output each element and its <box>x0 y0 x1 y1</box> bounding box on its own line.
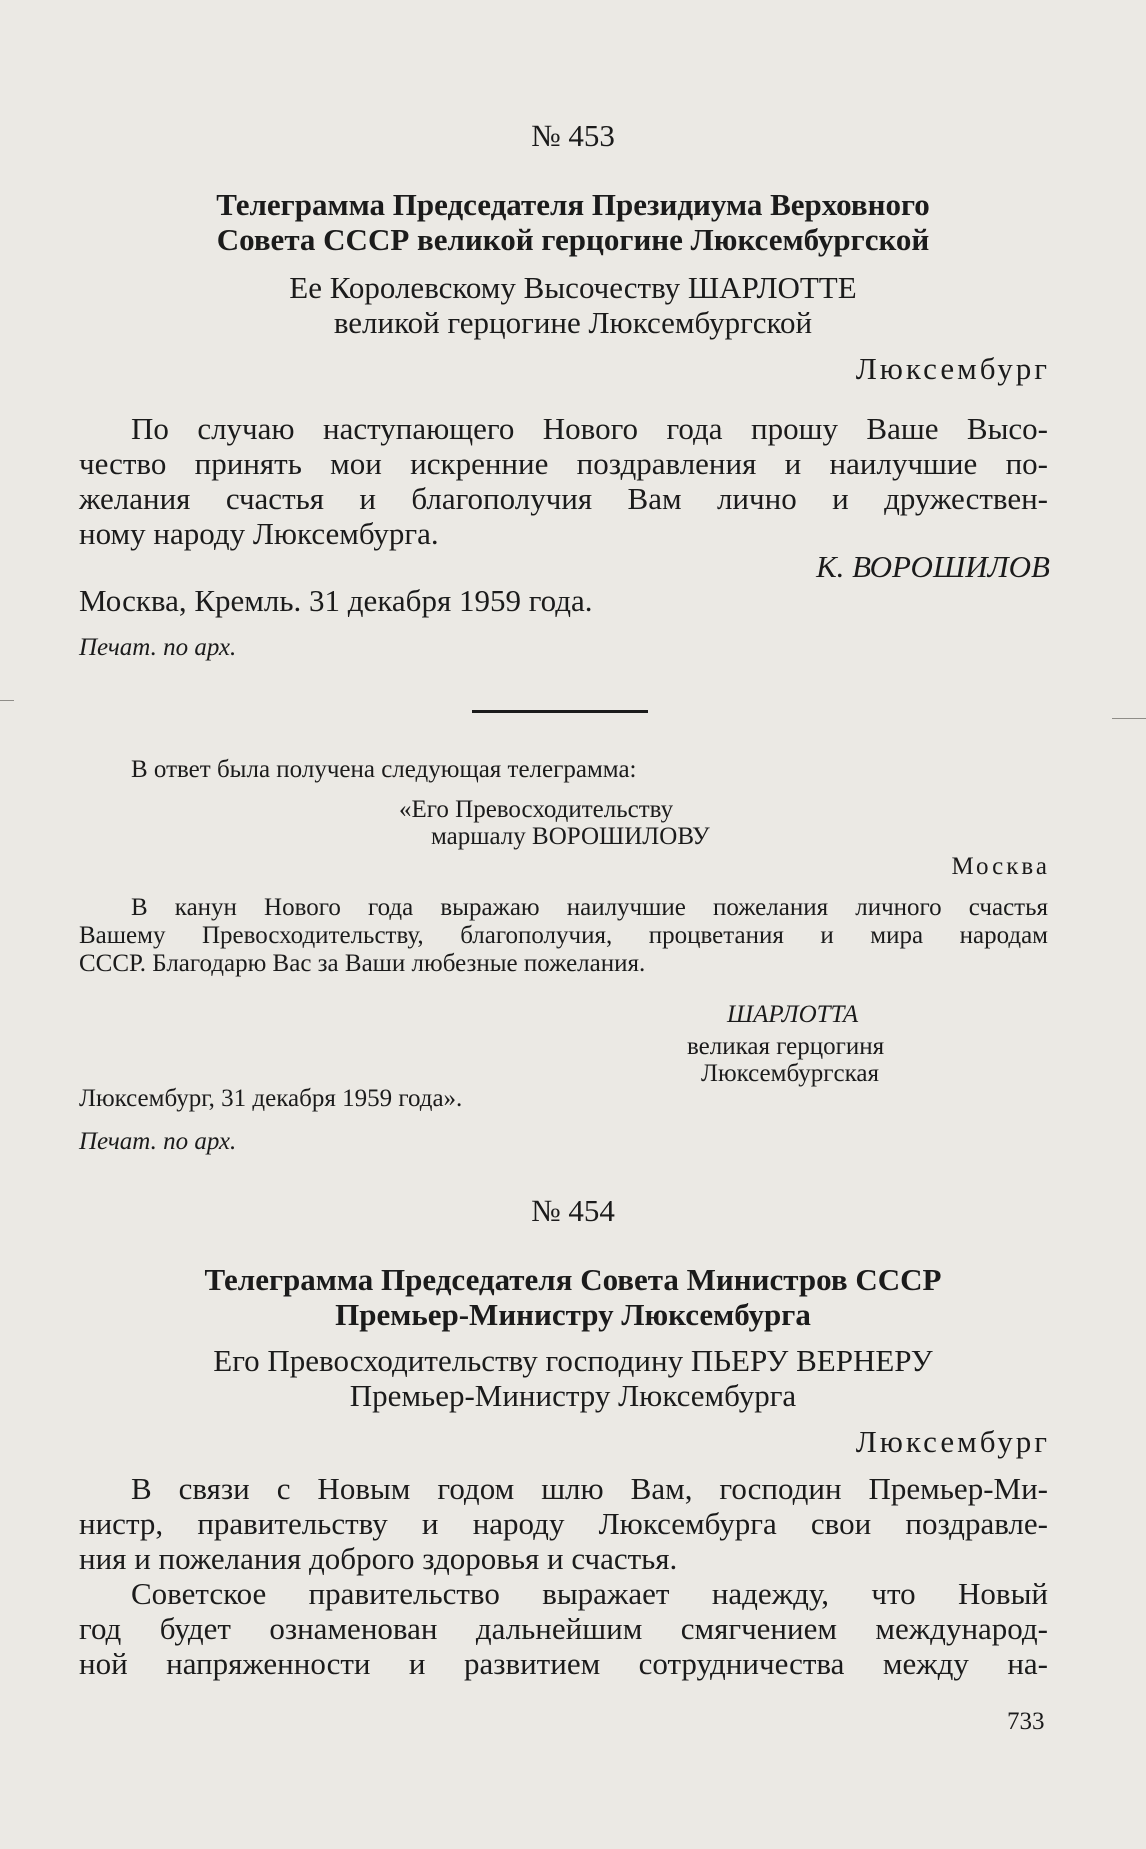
section-divider <box>472 710 648 713</box>
reply-addressee-line-1: «Его Превосходительству <box>399 796 674 823</box>
doc-453-destination: Люксембург <box>855 351 1050 386</box>
doc-454-body-line-5: год будет ознаменован дальнейшим смягчением международ- <box>79 1611 1048 1646</box>
doc-454-destination: Люксембург <box>855 1424 1050 1459</box>
reply-signature: ШАРЛОТТА <box>727 1001 859 1028</box>
doc-454-body-line-6: ной напряженности и развитием сотрудничества между на- <box>79 1646 1048 1681</box>
reply-signature-title-line-2: Люксембургская <box>701 1060 879 1087</box>
doc-454-title-line-2: Премьер-Министру Люксембурга <box>335 1297 811 1332</box>
doc-453-number: № 453 <box>531 118 615 153</box>
doc-453-source: Печат. по арх. <box>79 634 237 661</box>
reply-addressee-line-2: маршалу ВОРОШИЛОВУ <box>431 823 710 850</box>
doc-453-place-date: Москва, Кремль. 31 декабря 1959 года. <box>79 583 593 618</box>
doc-454-body-line-3: ния и пожелания доброго здоровья и счастья. <box>79 1541 678 1576</box>
scan-mark-right <box>1112 718 1146 719</box>
doc-453-signature: К. ВОРОШИЛОВ <box>816 549 1050 584</box>
doc-453-body-line-4: ному народу Люксембурга. <box>79 516 439 551</box>
doc-453-addressee-line-2: великой герцогине Люксембургской <box>333 305 813 340</box>
reply-body-line-1: В канун Нового года выражаю наилучшие пожелания личного счастья <box>131 894 1048 921</box>
reply-body-line-2: Вашему Превосходительству, благополучия, процветания и мира народам <box>79 922 1048 949</box>
doc-454-addressee-line-2: Премьер-Министру Люксембурга <box>349 1378 797 1413</box>
reply-intro: В ответ была получена следующая телеграмма: <box>131 756 637 783</box>
page-number: 733 <box>1007 1708 1045 1735</box>
doc-453-body-line-2: чество принять мои искренние поздравления и наилучшие по- <box>79 446 1048 481</box>
doc-453-addressee-line-1: Ее Королевскому Высочеству ШАРЛОТТЕ <box>289 270 857 305</box>
scan-mark-left <box>0 700 14 701</box>
doc-453-body-line-3: желания счастья и благополучия Вам лично и дружествен- <box>79 481 1048 516</box>
reply-source: Печат. по арх. <box>79 1128 237 1155</box>
doc-454-addressee-line-1: Его Превосходительству господину ПЬЕРУ ВЕРНЕРУ <box>213 1343 933 1378</box>
doc-454-number: № 454 <box>531 1193 615 1228</box>
doc-454-title-line-1: Телеграмма Председателя Совета Министров СССР <box>204 1262 942 1297</box>
doc-453-title-line-2: Совета СССР великой герцогине Люксембургской <box>216 222 930 257</box>
doc-454-body-line-2: нистр, правительству и народу Люксембурга свои поздравле- <box>79 1506 1048 1541</box>
doc-454-body-line-1: В связи с Новым годом шлю Вам, господин Премьер-Ми- <box>131 1471 1048 1506</box>
doc-453-title-line-1: Телеграмма Председателя Президиума Верховного <box>216 187 930 222</box>
reply-place-date: Люксембург, 31 декабря 1959 года». <box>79 1085 463 1112</box>
reply-signature-title-line-1: великая герцогиня <box>687 1033 885 1060</box>
doc-453-body-line-1: По случаю наступающего Нового года прошу Ваше Высо- <box>131 411 1048 446</box>
reply-body-line-3: СССР. Благодарю Вас за Ваши любезные пожелания. <box>79 950 646 977</box>
reply-destination: Москва <box>951 853 1050 880</box>
doc-454-body-line-4: Советское правительство выражает надежду, что Новый <box>131 1576 1048 1611</box>
